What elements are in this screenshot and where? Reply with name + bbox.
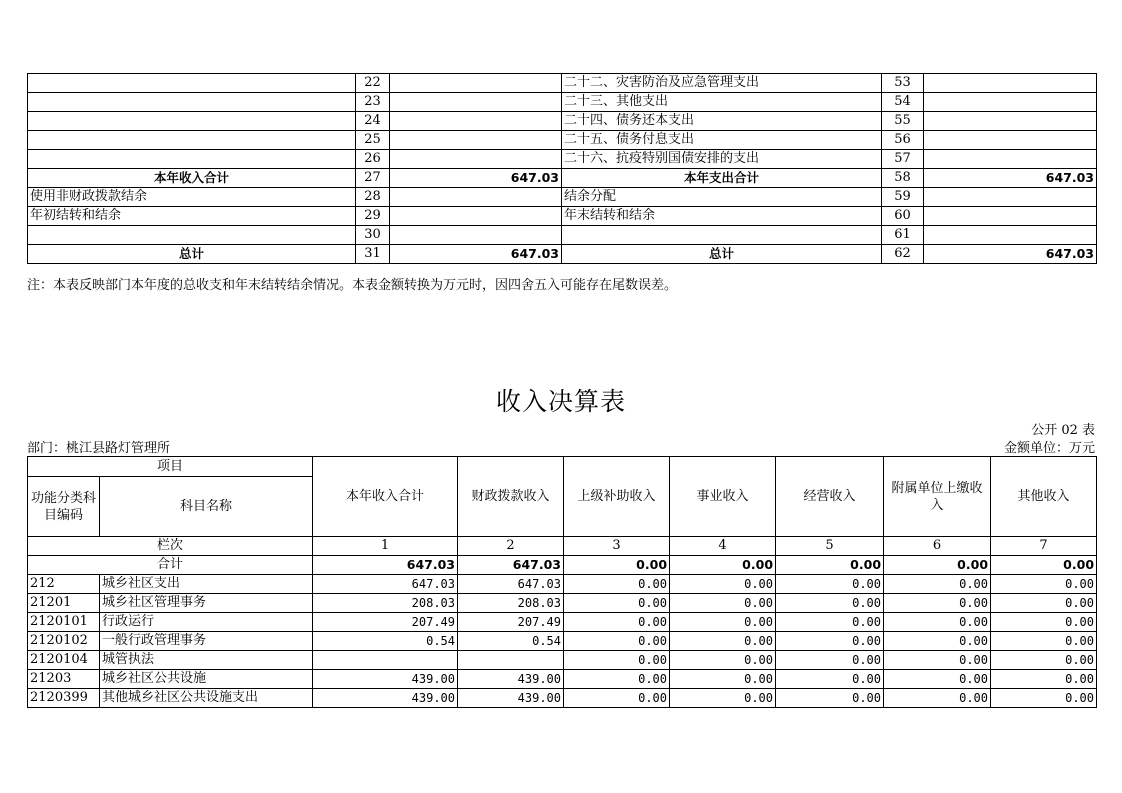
income-line-no: 26 xyxy=(356,150,390,169)
expense-line-no: 59 xyxy=(882,188,924,207)
subject-code: 21201 xyxy=(28,594,100,613)
header-col-4: 事业收入 xyxy=(670,457,776,537)
table-row xyxy=(28,651,1097,670)
amount-cell: 0.00 xyxy=(670,632,776,651)
expense-item-label: 年末结转和结余 xyxy=(562,207,882,226)
form-number: 公开 02 表 xyxy=(1031,423,1095,438)
subject-code: 2120101 xyxy=(28,613,100,632)
subject-name: 行政运行 xyxy=(100,613,313,632)
amount-cell: 0.00 xyxy=(564,575,670,594)
subject-code: 212 xyxy=(28,575,100,594)
total-label: 合计 xyxy=(28,556,313,575)
amount-cell: 0.00 xyxy=(991,632,1097,651)
income-item-label: 总计 xyxy=(28,245,356,264)
subject-name: 一般行政管理事务 xyxy=(100,632,313,651)
amount-cell: 0.00 xyxy=(670,689,776,708)
table-note: 注：本表反映部门本年度的总收支和年末结转结余情况。本表金额转换为万元时，因四舍五入可能存在尾数误差。 xyxy=(27,278,678,293)
amount-cell: 0.00 xyxy=(564,651,670,670)
income-item-label xyxy=(28,226,356,245)
income-item-label: 年初结转和结余 xyxy=(28,207,356,226)
amount-cell: 0.00 xyxy=(884,613,991,632)
amount-cell: 0.00 xyxy=(991,594,1097,613)
table-row xyxy=(28,93,1097,112)
expense-item-label: 二十六、抗疫特别国债安排的支出 xyxy=(562,150,882,169)
expense-line-no: 62 xyxy=(882,245,924,264)
income-amount: 647.03 xyxy=(390,169,562,188)
header-col-1: 本年收入合计 xyxy=(313,457,458,537)
amount-cell: 439.00 xyxy=(458,670,564,689)
amount-cell: 207.49 xyxy=(458,613,564,632)
table-row xyxy=(28,188,1097,207)
amount-cell: 0.00 xyxy=(670,575,776,594)
table-row xyxy=(28,670,1097,689)
header-code: 功能分类科目编码 xyxy=(28,477,100,537)
amount-cell: 647.03 xyxy=(458,575,564,594)
amount-cell: 207.49 xyxy=(313,613,458,632)
header-name: 科目名称 xyxy=(100,477,313,537)
amount-cell: 439.00 xyxy=(313,670,458,689)
header-col-6: 附属单位上缴收入 xyxy=(884,457,991,537)
income-amount xyxy=(390,226,562,245)
income-line-no: 22 xyxy=(356,74,390,93)
column-index: 6 xyxy=(884,537,991,556)
header-col-3: 上级补助收入 xyxy=(564,457,670,537)
amount-cell xyxy=(313,651,458,670)
income-line-no: 24 xyxy=(356,112,390,131)
expense-amount xyxy=(924,226,1097,245)
expense-line-no: 53 xyxy=(882,74,924,93)
income-item-label xyxy=(28,74,356,93)
table-row xyxy=(28,207,1097,226)
amount-cell: 0.00 xyxy=(884,632,991,651)
amount-cell: 0.54 xyxy=(313,632,458,651)
amount-cell: 0.00 xyxy=(884,689,991,708)
expense-item-label: 本年支出合计 xyxy=(562,169,882,188)
expense-line-no: 56 xyxy=(882,131,924,150)
amount-cell: 0.00 xyxy=(776,689,884,708)
column-index-label: 栏次 xyxy=(28,537,313,556)
income-item-label xyxy=(28,112,356,131)
subject-code: 2120102 xyxy=(28,632,100,651)
expense-item-label xyxy=(562,226,882,245)
column-index: 1 xyxy=(313,537,458,556)
amount-cell xyxy=(458,651,564,670)
table-row xyxy=(28,131,1097,150)
expense-amount: 647.03 xyxy=(924,169,1097,188)
amount-cell: 0.00 xyxy=(776,651,884,670)
total-value: 647.03 xyxy=(458,556,564,575)
expense-line-no: 54 xyxy=(882,93,924,112)
expense-item-label: 结余分配 xyxy=(562,188,882,207)
table-row xyxy=(28,150,1097,169)
total-value: 647.03 xyxy=(313,556,458,575)
table-row xyxy=(28,613,1097,632)
table-row xyxy=(28,689,1097,708)
table-row xyxy=(28,245,1097,264)
income-table xyxy=(27,456,1097,708)
income-line-no: 29 xyxy=(356,207,390,226)
column-index: 2 xyxy=(458,537,564,556)
subject-name: 城乡社区公共设施 xyxy=(100,670,313,689)
expense-item-label: 二十四、债务还本支出 xyxy=(562,112,882,131)
column-index: 5 xyxy=(776,537,884,556)
subject-name: 城管执法 xyxy=(100,651,313,670)
income-item-label: 本年收入合计 xyxy=(28,169,356,188)
amount-cell: 439.00 xyxy=(313,689,458,708)
expense-amount xyxy=(924,150,1097,169)
table-row xyxy=(28,226,1097,245)
amount-cell: 0.00 xyxy=(670,670,776,689)
income-line-no: 28 xyxy=(356,188,390,207)
column-index: 3 xyxy=(564,537,670,556)
amount-cell: 0.00 xyxy=(564,594,670,613)
amount-cell: 0.00 xyxy=(670,594,776,613)
expense-line-no: 60 xyxy=(882,207,924,226)
amount-cell: 0.00 xyxy=(564,689,670,708)
expense-line-no: 55 xyxy=(882,112,924,131)
amount-cell: 439.00 xyxy=(458,689,564,708)
income-amount xyxy=(390,207,562,226)
income-line-no: 30 xyxy=(356,226,390,245)
amount-cell: 0.00 xyxy=(670,651,776,670)
expense-item-label: 二十五、债务付息支出 xyxy=(562,131,882,150)
expense-item-label: 总计 xyxy=(562,245,882,264)
expense-amount xyxy=(924,207,1097,226)
expense-amount xyxy=(924,112,1097,131)
department-label: 部门：桃江县路灯管理所 xyxy=(27,441,171,456)
expense-amount xyxy=(924,131,1097,150)
expense-line-no: 58 xyxy=(882,169,924,188)
header-col-2: 财政拨款收入 xyxy=(458,457,564,537)
income-amount xyxy=(390,93,562,112)
amount-cell: 0.00 xyxy=(991,613,1097,632)
income-amount xyxy=(390,74,562,93)
income-item-label: 使用非财政拨款结余 xyxy=(28,188,356,207)
amount-cell: 0.00 xyxy=(776,613,884,632)
amount-cell: 0.00 xyxy=(776,594,884,613)
amount-cell: 208.03 xyxy=(313,594,458,613)
income-line-no: 23 xyxy=(356,93,390,112)
income-item-label xyxy=(28,93,356,112)
amount-cell: 0.00 xyxy=(776,670,884,689)
table-row xyxy=(28,594,1097,613)
amount-cell: 0.00 xyxy=(884,594,991,613)
revenue-expenditure-table xyxy=(27,73,1097,264)
expense-amount xyxy=(924,74,1097,93)
amount-cell: 208.03 xyxy=(458,594,564,613)
amount-cell: 0.54 xyxy=(458,632,564,651)
total-value: 0.00 xyxy=(776,556,884,575)
total-value: 0.00 xyxy=(884,556,991,575)
column-index: 4 xyxy=(670,537,776,556)
amount-cell: 0.00 xyxy=(991,651,1097,670)
subject-code: 21203 xyxy=(28,670,100,689)
income-line-no: 25 xyxy=(356,131,390,150)
subject-code: 2120104 xyxy=(28,651,100,670)
total-value: 0.00 xyxy=(670,556,776,575)
income-amount xyxy=(390,131,562,150)
income-item-label xyxy=(28,150,356,169)
page-title: 收入决算表 xyxy=(495,387,626,416)
amount-cell: 0.00 xyxy=(564,613,670,632)
subject-name: 城乡社区管理事务 xyxy=(100,594,313,613)
column-index: 7 xyxy=(991,537,1097,556)
header-item: 项目 xyxy=(28,457,313,477)
amount-cell: 0.00 xyxy=(884,575,991,594)
income-line-no: 31 xyxy=(356,245,390,264)
amount-cell: 0.00 xyxy=(884,670,991,689)
table-row xyxy=(28,575,1097,594)
total-row xyxy=(28,556,1097,575)
subject-name: 其他城乡社区公共设施支出 xyxy=(100,689,313,708)
unit-label: 金额单位：万元 xyxy=(1003,441,1095,456)
subject-name: 城乡社区支出 xyxy=(100,575,313,594)
expense-line-no: 57 xyxy=(882,150,924,169)
subject-code: 2120399 xyxy=(28,689,100,708)
income-item-label xyxy=(28,131,356,150)
amount-cell: 0.00 xyxy=(991,689,1097,708)
amount-cell: 0.00 xyxy=(884,651,991,670)
header-col-5: 经营收入 xyxy=(776,457,884,537)
expense-line-no: 61 xyxy=(882,226,924,245)
expense-amount: 647.03 xyxy=(924,245,1097,264)
expense-item-label: 二十三、其他支出 xyxy=(562,93,882,112)
amount-cell: 0.00 xyxy=(991,575,1097,594)
income-line-no: 27 xyxy=(356,169,390,188)
amount-cell: 0.00 xyxy=(564,632,670,651)
income-amount: 647.03 xyxy=(390,245,562,264)
total-value: 0.00 xyxy=(564,556,670,575)
table-row xyxy=(28,169,1097,188)
amount-cell: 0.00 xyxy=(670,613,776,632)
amount-cell: 0.00 xyxy=(776,632,884,651)
table-row xyxy=(28,112,1097,131)
header-col-7: 其他收入 xyxy=(991,457,1097,537)
amount-cell: 0.00 xyxy=(564,670,670,689)
income-amount xyxy=(390,150,562,169)
amount-cell: 647.03 xyxy=(313,575,458,594)
amount-cell: 0.00 xyxy=(991,670,1097,689)
total-value: 0.00 xyxy=(991,556,1097,575)
table-row xyxy=(28,74,1097,93)
header-row xyxy=(28,457,1097,477)
table-row xyxy=(28,632,1097,651)
expense-item-label: 二十二、灾害防治及应急管理支出 xyxy=(562,74,882,93)
column-index-row xyxy=(28,537,1097,556)
income-amount xyxy=(390,112,562,131)
amount-cell: 0.00 xyxy=(776,575,884,594)
income-amount xyxy=(390,188,562,207)
expense-amount xyxy=(924,93,1097,112)
expense-amount xyxy=(924,188,1097,207)
